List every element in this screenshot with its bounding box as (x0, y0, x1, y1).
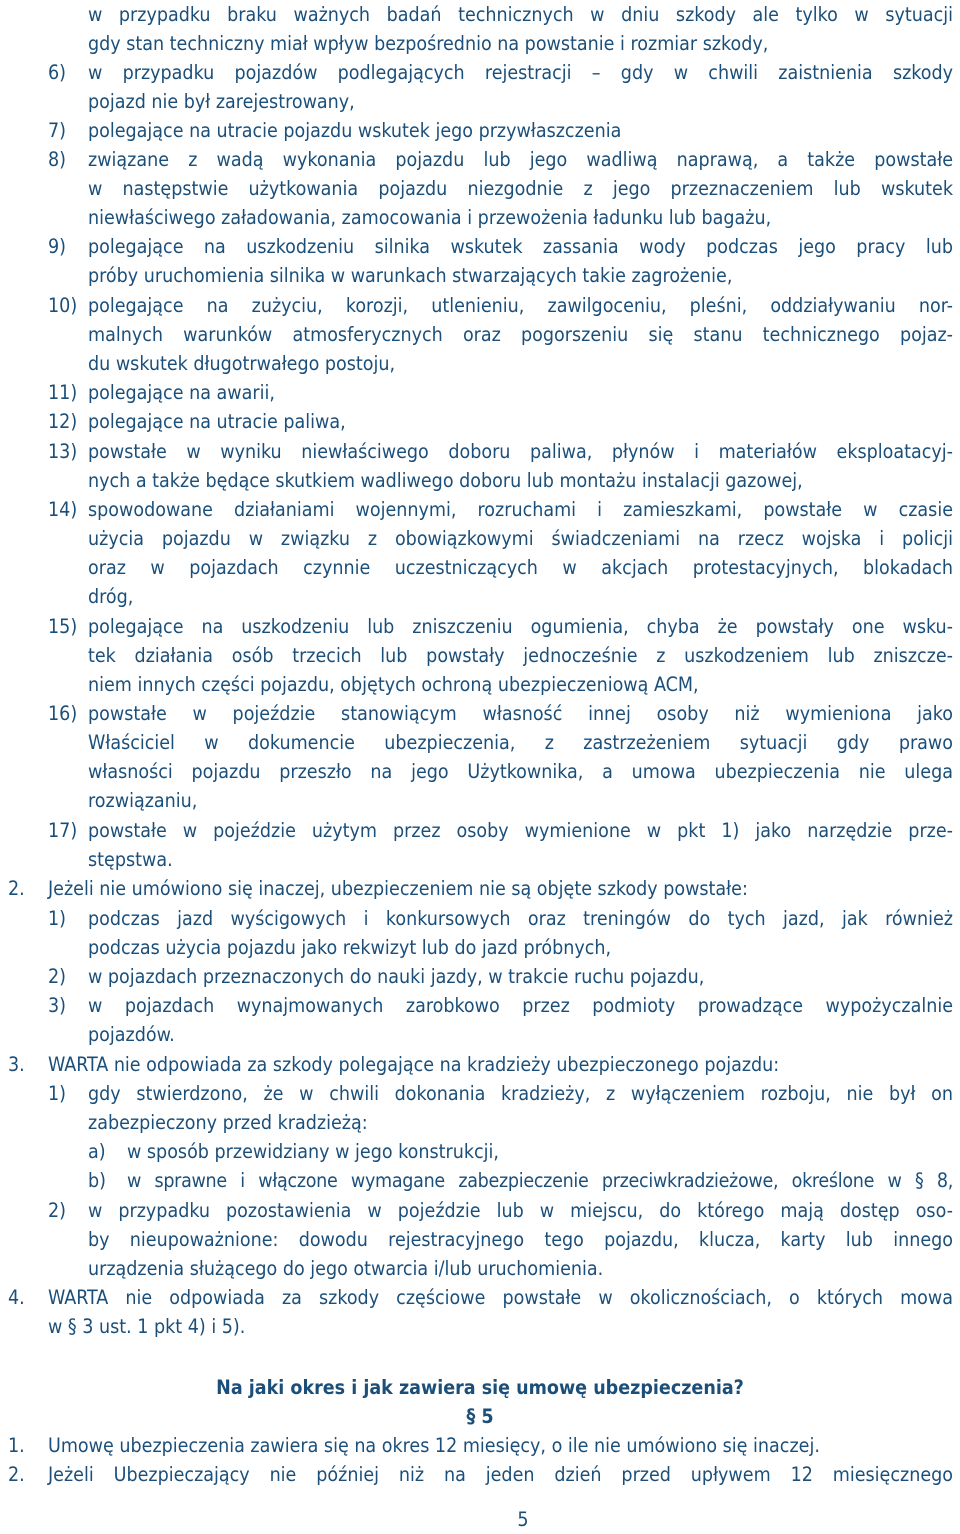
sub-item-letter: a) (88, 1140, 106, 1163)
paragraph-3-intro: WARTA nie odpowiada za szkody polegające na kradzieży ubezpieczonego pojazdu: (48, 1053, 780, 1076)
list-item-15-line: polegające na uszkodzeniu lub zniszczeniu ogumienia, chyba że powstały one wsku- (88, 615, 953, 638)
list-item-5-line: w przypadku braku ważnych badań technicznych w dniu szkody ale tylko w sytuacji (88, 3, 953, 26)
list-item-14-line: oraz w pojazdach czynnie uczestniczących w akcjach protestacyjnych, blokadach (88, 556, 953, 579)
list-item-8-line: związane z wadą wykonania pojazdu lub jego wadliwą naprawą, a także powstałe (88, 148, 953, 171)
paragraph-3-item-1-line: gdy stwierdzono, że w chwili dokonania kradzieży, z wyłączeniem rozboju, nie był on (88, 1082, 953, 1105)
list-item-number: 9) (48, 235, 67, 258)
list-item-15-line: niem innych części pojazdu, objętych ochroną ubezpieczeniową ACM, (88, 673, 699, 696)
paragraph-number: 4. (8, 1286, 25, 1309)
list-item-number: 7) (48, 119, 67, 142)
paragraph-2-item-3-line: pojazdów. (88, 1023, 175, 1046)
list-item-10-line: polegające na zużyciu, korozji, utlenieniu, zawilgoceniu, pleśni, oddziaływaniu nor- (88, 294, 953, 317)
list-item-6-line: w przypadku pojazdów podlegających rejestracji – gdy w chwili zaistnienia szkody (88, 61, 953, 84)
list-item-16-line: rozwiązaniu, (88, 789, 198, 812)
list-item-14-line: spowodowane działaniami wojennymi, rozruchami i zamieszkami, powstałe w czasie (88, 498, 953, 521)
list-item-16-line: Właściciel w dokumencie ubezpieczenia, z zastrzeżeniem sytuacji gdy prawo (88, 731, 953, 754)
list-item-number: 16) (48, 702, 78, 725)
list-item-number: 12) (48, 410, 78, 433)
paragraph-2-item-3-line: w pojazdach wynajmowanych zarobkowo przez podmioty prowadzące wypożyczalnie (88, 994, 953, 1017)
list-item-13-line: powstałe w wyniku niewłaściwego doboru paliwa, płynów i materiałów eksploatacyj- (88, 440, 953, 463)
list-item-number: 11) (48, 381, 78, 404)
list-item-9-line: próby uruchomienia silnika w warunkach stwarzających takie zagrożenie, (88, 264, 733, 287)
list-item-10-line: du wskutek długotrwałego postoju, (88, 352, 396, 375)
list-item-8-line: niewłaściwego załadowania, zamocowania i przewożenia ładunku lub bagażu, (88, 206, 772, 229)
paragraph-3-item-1-line: zabezpieczony przed kradzieżą: (88, 1111, 368, 1134)
list-item-number: 13) (48, 440, 78, 463)
list-item-16-line: powstałe w pojeździe stanowiącym własność innej osoby niż wymieniona jako (88, 702, 953, 725)
paragraph-number: 2. (8, 877, 25, 900)
list-item-number: 1) (48, 907, 67, 930)
list-item-8-line: w następstwie użytkowania pojazdu niezgodnie z jego przeznaczeniem lub wskutek (88, 177, 953, 200)
section-paragraph-1: Umowę ubezpieczenia zawiera się na okres 12 miesięcy, o ile nie umówiono się inaczej. (48, 1434, 820, 1457)
list-item-number: 15) (48, 615, 78, 638)
list-item-15-line: tek działania osób trzecich lub powstały jednocześnie z uszkodzeniem lub zniszcze- (88, 644, 953, 667)
paragraph-symbol-heading: § 5 (466, 1405, 494, 1428)
list-item-9-line: polegające na uszkodzeniu silnika wskutek zassania wody podczas jego pracy lub (88, 235, 953, 258)
paragraph-2-intro: Jeżeli nie umówiono się inaczej, ubezpieczeniem nie są objęte szkody powstałe: (48, 877, 748, 900)
paragraph-number: 2. (8, 1463, 25, 1486)
page-number: 5 (517, 1508, 529, 1531)
paragraph-3-item-2-line: by nieupoważnione: dowodu rejestracyjnego tego pojazdu, klucza, karty lub innego (88, 1228, 953, 1251)
list-item-number: 3) (48, 994, 67, 1017)
paragraph-3-item-2-line: urządzenia służącego do jego otwarcia i/lub uruchomienia. (88, 1257, 604, 1280)
paragraph-3-sub-item-a: w sposób przewidziany w jego konstrukcji, (127, 1140, 499, 1163)
list-item-11-line: polegające na awarii, (88, 381, 275, 404)
paragraph-3-item-2-line: w przypadku pozostawienia w pojeździe lub w miejscu, do którego mają dostęp oso- (88, 1199, 953, 1222)
list-item-14-line: użycia pojazdu w związku z obowiązkowymi świadczeniami na rzecz wojska i policji (88, 527, 953, 550)
list-item-number: 17) (48, 819, 78, 842)
list-item-number: 14) (48, 498, 78, 521)
paragraph-2-item-2-line: w pojazdach przeznaczonych do nauki jazdy, w trakcie ruchu pojazdu, (88, 965, 705, 988)
list-item-17-line: powstałe w pojeździe użytym przez osoby wymienione w pkt 1) jako narzędzie prze- (88, 819, 953, 842)
sub-item-letter: b) (88, 1169, 106, 1192)
list-item-14-line: dróg, (88, 585, 134, 608)
section-heading: Na jaki okres i jak zawiera się umowę ubezpieczenia? (216, 1376, 744, 1399)
list-item-10-line: malnych warunków atmosferycznych oraz pogorszeniu się stanu technicznego pojaz- (88, 323, 953, 346)
list-item-number: 10) (48, 294, 78, 317)
list-item-5-line: gdy stan techniczny miał wpływ bezpośrednio na powstanie i rozmiar szkody, (88, 32, 769, 55)
list-item-number: 2) (48, 965, 67, 988)
paragraph-4-line: w § 3 ust. 1 pkt 4) i 5). (48, 1315, 246, 1338)
list-item-12-line: polegające na utracie paliwa, (88, 410, 346, 433)
list-item-number: 1) (48, 1082, 67, 1105)
paragraph-4-line: WARTA nie odpowiada za szkody częściowe powstałe w okolicznościach, o których mowa (48, 1286, 953, 1309)
list-item-number: 8) (48, 148, 67, 171)
list-item-16-line: własności pojazdu przeszło na jego Użytkownika, a umowa ubezpieczenia nie ulega (88, 760, 953, 783)
list-item-17-line: stępstwa. (88, 848, 173, 871)
list-item-number: 2) (48, 1199, 67, 1222)
paragraph-2-item-1-line: podczas użycia pojazdu jako rekwizyt lub do jazd próbnych, (88, 936, 612, 959)
list-item-number: 6) (48, 61, 67, 84)
paragraph-number: 1. (8, 1434, 25, 1457)
paragraph-2-item-1-line: podczas jazd wyścigowych i konkursowych oraz treningów do tych jazd, jak również (88, 907, 953, 930)
list-item-7-line: polegające na utracie pojazdu wskutek jego przywłaszczenia (88, 119, 622, 142)
list-item-6-line: pojazd nie był zarejestrowany, (88, 90, 355, 113)
section-paragraph-2: Jeżeli Ubezpieczający nie później niż na jeden dzień przed upływem 12 miesięcznego (48, 1463, 953, 1486)
paragraph-number: 3. (8, 1053, 25, 1076)
list-item-13-line: nych a także będące skutkiem wadliwego doboru lub montażu instalacji gazowej, (88, 469, 803, 492)
paragraph-3-sub-item-b: w sprawne i włączone wymagane zabezpieczenie przeciwkradzieżowe, określone w § 8, (127, 1169, 953, 1192)
